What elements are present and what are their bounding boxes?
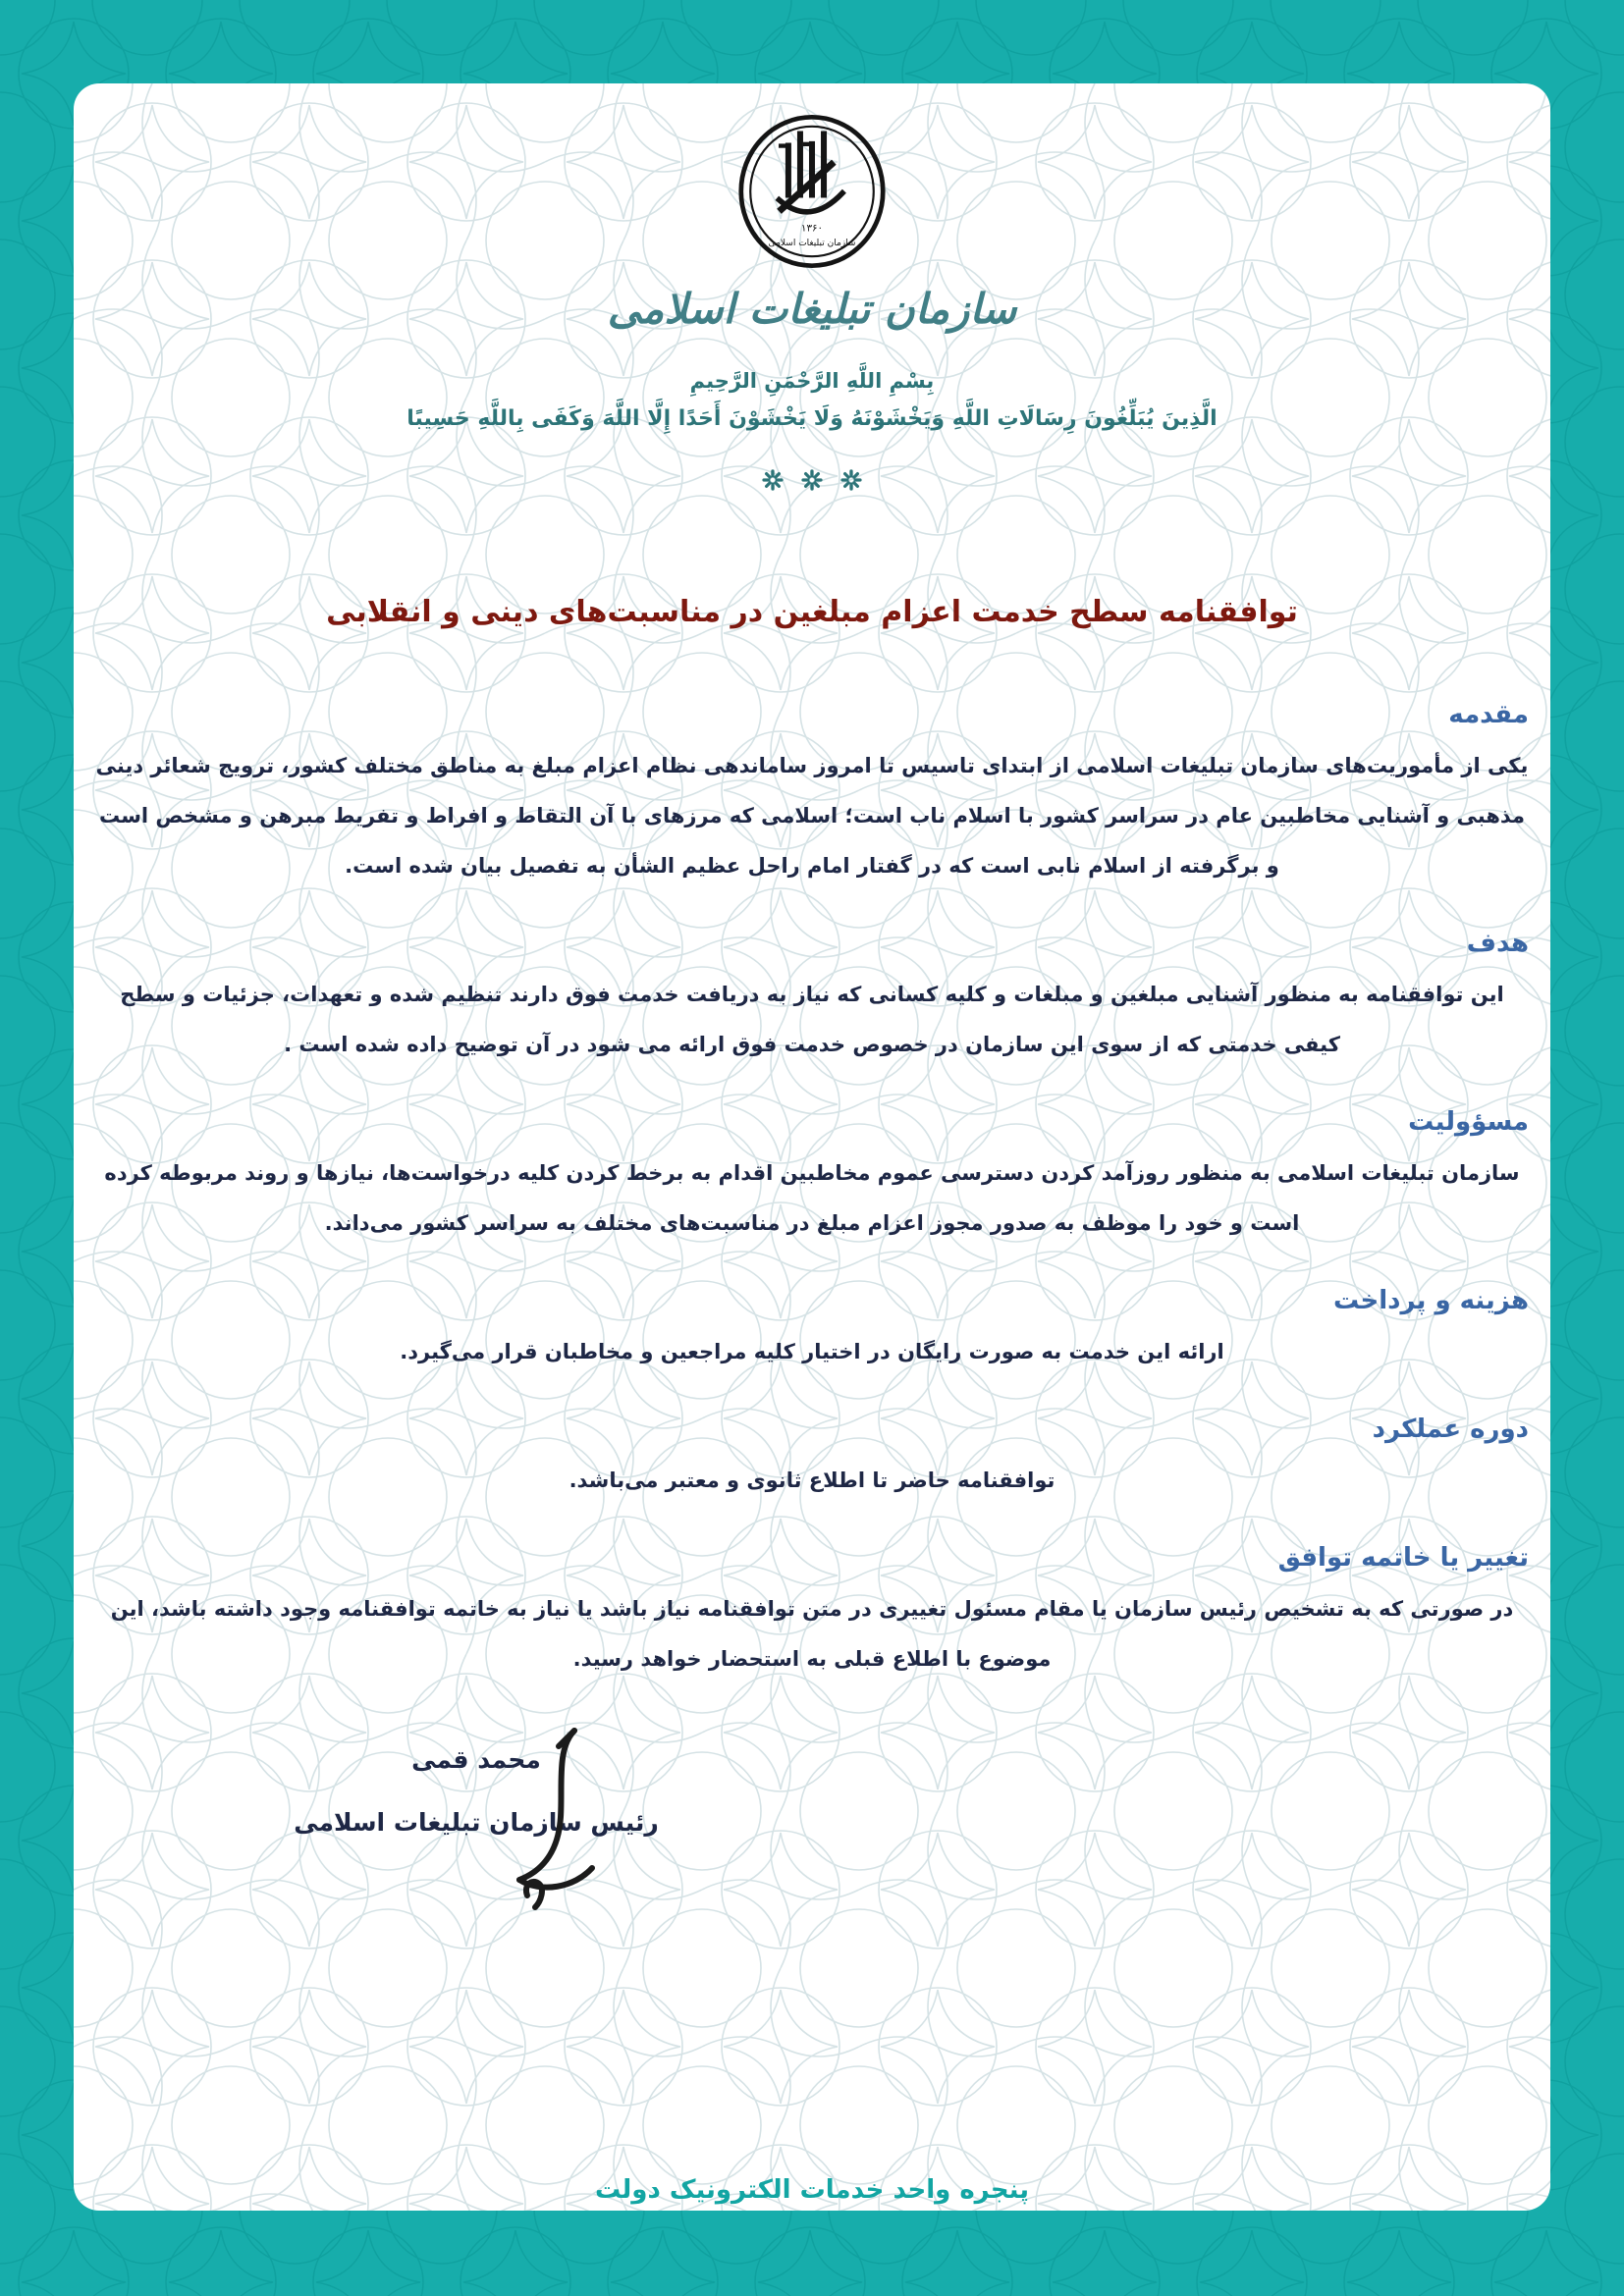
section-masouliat [95, 1103, 1529, 1249]
signatory-name: محمد قمی [411, 1745, 541, 1774]
section-hadaf [95, 925, 1529, 1070]
section-heading: هدف [1466, 929, 1529, 958]
signature-block [245, 1740, 707, 1842]
bismillah-text: بِسْمِ اللَّهِ الرَّحْمَنِ الرَّحِيمِ [689, 369, 935, 393]
content [74, 83, 1550, 2211]
handwritten-signature-icon [498, 1723, 611, 1914]
section-hazineh-pardakht [95, 1282, 1529, 1377]
section-body: سازمان تبلیغات اسلامی به منظور روزآمد کردن دسترسی عموم مخاطبین اقدام به برخط کردن کلیه درخواست‌ها، نیازها و روند مربوطه کرده است و خود را موظف به صدور مجوز اعزام مبلغ در مناسبت‌های مختلف به سراسر کشور می‌داند. [104, 1161, 1520, 1235]
section-body: در صورتی که به تشخیص رئیس سازمان یا مقام مسئول تغییری در متن توافقنامه نیاز باشد یا نیاز به خاتمه توافقنامه وجود داشته باشد، این موضوع با اطلاع قبلی به استحضار خواهد رسید. [110, 1597, 1514, 1671]
section-heading: دوره عملکرد [1372, 1415, 1529, 1444]
section-body: یکی از مأموریت‌های سازمان تبلیغات اسلامی از ابتدای تاسیس تا امروز ساماندهی نظام اعزام مبلغ به مناطق مختلف کشور، ترویج شعائر دینی مذهبی و آشنایی مخاطبین عام در سراسر کشور با اسلام ناب است؛ اسلامی که مرزهای با آن التقاط و افراط و تفریط مبرهن و مشخص است و برگرفته از اسلام نابی است که در گفتار امام راحل عظیم الشأن به تفصیل بیان شده است. [95, 754, 1529, 878]
emblem-year: ۱۳۶۰ [800, 222, 824, 235]
section-moghaddameh [95, 696, 1529, 891]
section-heading: هزینه و پرداخت [1332, 1286, 1529, 1315]
organization-calligraphy: سازمان تبلیغات اسلامی [607, 285, 1017, 333]
sheet [74, 83, 1550, 2211]
sections [95, 696, 1529, 1684]
footer-service-window: پنجره واحد خدمات الکترونیک دولت [595, 2175, 1029, 2205]
kufic-allah-icon [779, 134, 842, 212]
section-body: این توافقنامه به منظور آشنایی مبلغین و مبلغات و کلیه کسانی که نیاز به دریافت خدمت فوق دارند تنظیم شده و تعهدات، جزئیات و سطح کیفی خدمتی که از سوی این سازمان در خصوص خدمت فوق ارائه می شود در آن توضیح داده شده است . [120, 983, 1504, 1056]
rosette-separator-icon [758, 468, 866, 492]
document-title: توافقنامه سطح خدمت اعزام مبلغین در مناسبت‌های دینی و انقلابی [326, 595, 1298, 629]
section-heading: تغییر یا خاتمه توافق [1277, 1543, 1529, 1573]
section-body: توافقنامه حاضر تا اطلاع ثانوی و معتبر می‌باشد. [568, 1468, 1056, 1492]
quran-verse-text: الَّذِينَ يُبَلِّغُونَ رِسَالَاتِ اللَّهِ وَيَخْشَوْنَهُ وَلَا يَخْشَوْنَ أَحَدًا إِلَّا اللَّهَ وَكَفَى بِاللَّهِ حَسِيبًا [406, 406, 1218, 431]
organization-emblem-logo [728, 107, 896, 276]
section-doreh-amalkard [95, 1411, 1529, 1506]
section-heading: مسؤولیت [1408, 1107, 1529, 1137]
section-heading: مقدمه [1448, 700, 1529, 729]
section-body: ارائه این خدمت به صورت رایگان در اختیار کلیه مراجعین و مخاطبان قرار می‌گیرد. [400, 1340, 1224, 1363]
signatory-role: رئیس سازمان تبلیغات اسلامی [294, 1808, 659, 1837]
emblem-org-name: سازمان تبلیغات اسلامی [768, 239, 856, 249]
section-taghir-khatemeh [95, 1539, 1529, 1684]
